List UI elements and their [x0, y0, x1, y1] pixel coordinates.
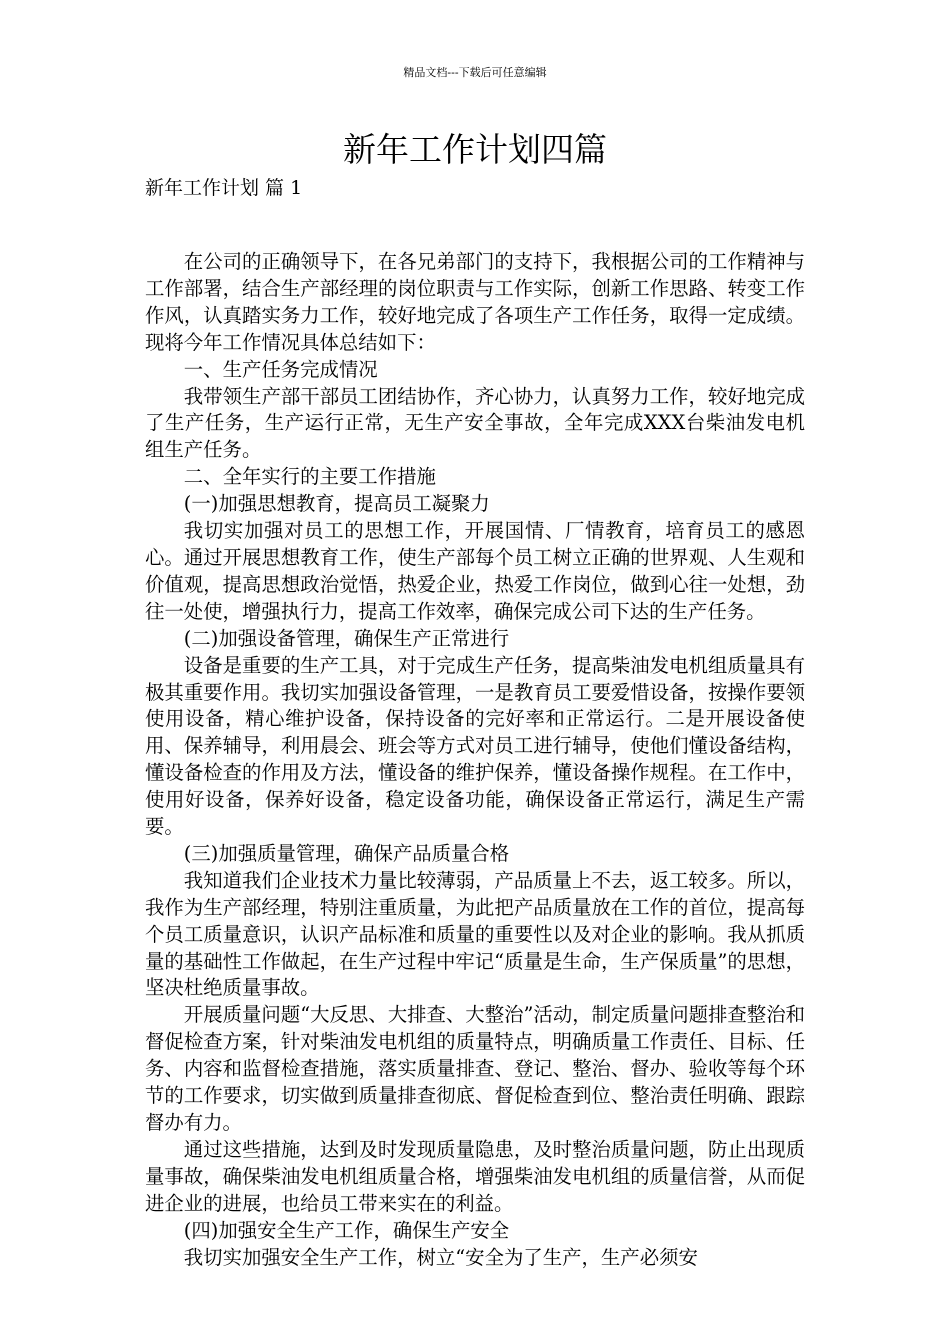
section-title: 新年工作计划 篇 1	[145, 177, 303, 199]
document-body	[145, 249, 805, 1271]
paragraph-intro: 在公司的正确领导下，在各兄弟部门的支持下，我根据公司的工作精神与工作部署，结合生产部经理的岗位职责与工作实际，创新工作思路、转变工作作风，认真踏实务力工作，较好地完成了各项生产工作任务，取得一定成绩。现将今年工作情况具体总结如下：	[145, 250, 805, 354]
header-note: 精品文档---下载后可任意编辑	[403, 66, 547, 79]
paragraph-production-status: 我带领生产部干部员工团结协作，齐心协力，认真努力工作，较好地完成了生产任务，生产运行正常，无生产安全事故，全年完成XXX台柴油发电机组生产任务。	[145, 384, 805, 462]
page-title: 新年工作计划四篇	[343, 130, 607, 169]
subheading-quality: (三)加强质量管理，确保产品质量合格	[183, 841, 510, 865]
paragraph-quality-1: 我知道我们企业技术力量比较薄弱，产品质量上不去，返工较多。所以，我作为生产部经理，特别注重质量，为此把产品质量放在工作的首位，提高每个员工质量意识，认识产品标准和质量的重要性以及对企业的影响。我从抓质量的基础性工作做起，在生产过程中牢记“质量是生命，生产保质量”的思想，坚决杜绝质量事故。	[145, 868, 805, 1000]
heading-main-measures: 二、全年实行的主要工作措施	[183, 465, 436, 489]
subheading-equipment: (二)加强设备管理，确保生产正常进行	[183, 626, 510, 650]
paragraph-quality-2: 开展质量问题“大反思、大排查、大整治”活动，制定质量问题排查整治和督促检查方案，针对柴油发电机组的质量特点，明确质量工作责任、目标、任务、内容和监督检查措施，落实质量排查、登记、整治、督办、验收等每个环节的工作要求，切实做到质量排查彻底、督促检查到位、整治责任明确、跟踪督办有力。	[145, 1003, 805, 1134]
paragraph-quality-3: 通过这些措施，达到及时发现质量隐患，及时整治质量问题，防止出现质量事故，确保柴油发电机组质量合格，增强柴油发电机组的质量信誉，从而促进企业的进展，也给员工带来实在的利益。	[145, 1137, 805, 1215]
heading-production-status: 一、生产任务完成情况	[183, 357, 378, 381]
subheading-safety: (四)加强安全生产工作，确保生产安全	[183, 1218, 510, 1242]
paragraph-equipment: 设备是重要的生产工具，对于完成生产任务，提高柴油发电机组质量具有极其重要作用。我切实加强设备管理，一是教育员工要爱惜设备，按操作要领使用设备，精心维护设备，保持设备的完好率和正常运行。二是开展设备使用、保养辅导，利用晨会、班会等方式对员工进行辅导，使他们懂设备结构，懂设备检查的作用及方法，懂设备的维护保养，懂设备操作规程。在工作中，使用好设备，保养好设备，稳定设备功能，确保设备正常运行，满足生产需要。	[145, 653, 805, 839]
paragraph-ideology: 我切实加强对员工的思想工作，开展国情、厂情教育，培育员工的感恩心。通过开展思想教育工作，使生产部每个员工树立正确的世界观、人生观和价值观，提高思想政治觉悟，热爱企业，热爱工作岗位，做到心往一处想，劲往一处使，增强执行力，提高工作效率，确保完成公司下达的生产任务。	[145, 519, 805, 623]
subheading-ideology: (一)加强思想教育，提高员工凝聚力	[183, 492, 490, 516]
paragraph-safety: 我切实加强安全生产工作，树立“安全为了生产，生产必须安	[183, 1245, 698, 1269]
